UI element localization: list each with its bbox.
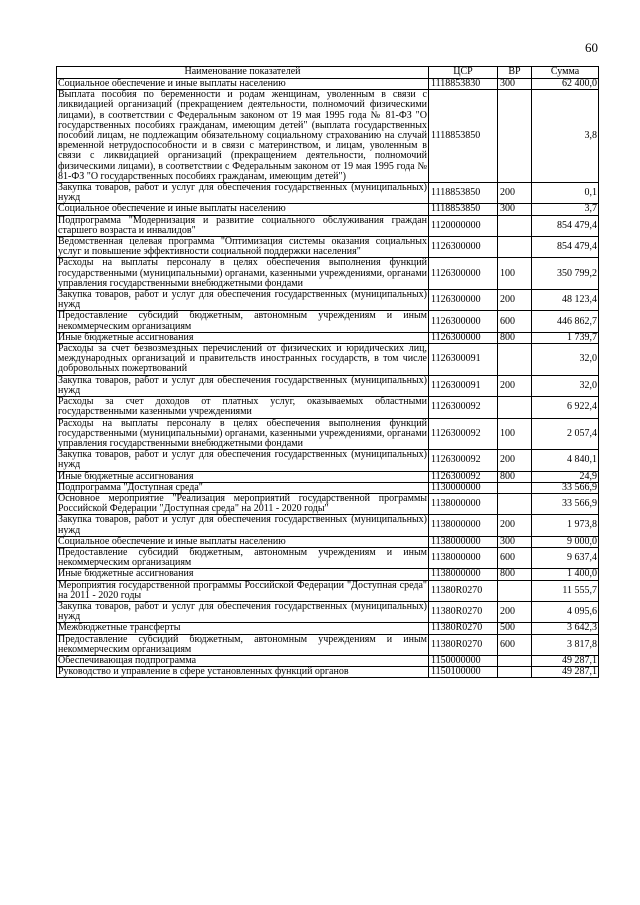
row-name-cell: Обеспечивающая подпрограмма xyxy=(57,655,429,666)
row-sum-cell: 0,1 xyxy=(532,183,599,204)
row-sum-cell: 4 095,6 xyxy=(532,601,599,622)
row-sum-cell: 3,8 xyxy=(532,90,599,183)
row-sum-cell: 11 555,7 xyxy=(532,580,599,601)
table-row xyxy=(57,344,599,376)
row-name-cell: Закупка товаров, работ и услуг для обеспечения государственных (муниципальных) нужд xyxy=(58,449,427,471)
row-csr-cell: 1118853850 xyxy=(429,183,498,204)
row-vr-cell xyxy=(498,344,532,376)
row-vr-cell: 600 xyxy=(498,547,532,568)
row-csr-cell: 1138000000 xyxy=(429,569,498,580)
row-csr-cell: 1126300091 xyxy=(429,375,498,396)
table-row xyxy=(57,79,599,90)
row-csr-cell: 1126300000 xyxy=(429,258,498,290)
row-csr-cell: 1126300000 xyxy=(429,290,498,311)
row-sum-cell: 446 862,7 xyxy=(532,311,599,332)
header-name: Наименование показателей xyxy=(57,67,429,79)
row-name-cell: Социальное обеспечение и иные выплаты населению xyxy=(57,536,429,547)
table-row xyxy=(57,215,599,236)
row-name-cell: Закупка товаров, работ и услуг для обеспечения государственных (муниципальных) нужд xyxy=(58,514,427,536)
row-csr-cell: 1118853850 xyxy=(429,204,498,215)
row-csr-cell: 1126300091 xyxy=(429,344,498,376)
row-csr-cell: 1118853830 xyxy=(429,79,498,90)
row-sum-cell: 24,9 xyxy=(532,471,599,482)
row-name-cell: Социальное обеспечение и иные выплаты населению xyxy=(57,204,429,215)
row-sum-cell: 1 400,0 xyxy=(532,569,599,580)
table-row xyxy=(57,375,599,396)
row-vr-cell: 200 xyxy=(498,290,532,311)
row-vr-cell: 200 xyxy=(498,375,532,396)
row-name-cell: Закупка товаров, работ и услуг для обеспечения государственных (муниципальных) нужд xyxy=(58,374,427,396)
table-row xyxy=(57,601,599,622)
row-sum-cell: 2 057,4 xyxy=(532,418,599,450)
header-sum: Сумма xyxy=(532,67,599,79)
row-csr-cell: 1150100000 xyxy=(429,667,498,678)
row-csr-cell: 1126300092 xyxy=(429,471,498,482)
row-name-cell: Социальное обеспечение и иные выплаты населению xyxy=(57,79,429,90)
row-sum-cell: 3,7 xyxy=(532,204,599,215)
row-name-cell: Основное мероприятие "Реализация мероприятий государственной программы Российской Федерации "Доступная среда" на 2011 - 2020 годы" xyxy=(58,492,427,515)
row-name-cell: Межбюджетные трансферты xyxy=(57,623,429,634)
row-name-cell: Расходы за счет доходов от платных услуг, оказываемых областными государственными казенными учреждениями xyxy=(58,396,427,418)
header-vr: ВР xyxy=(498,67,532,79)
row-sum-cell: 32,0 xyxy=(532,375,599,396)
row-sum-cell: 350 799,2 xyxy=(532,258,599,290)
row-sum-cell: 1 973,8 xyxy=(532,515,599,536)
table-row xyxy=(57,493,599,514)
row-name-cell: Иные бюджетные ассигнования xyxy=(57,471,429,482)
row-csr-cell: 1126300000 xyxy=(429,311,498,332)
table-header-row xyxy=(57,67,599,79)
budget-table xyxy=(56,66,599,678)
table-row xyxy=(57,90,599,183)
row-vr-cell: 200 xyxy=(498,515,532,536)
row-vr-cell: 200 xyxy=(498,601,532,622)
row-name-cell: Закупка товаров, работ и услуг для обеспечения государственных (муниципальных) нужд xyxy=(58,600,427,623)
row-vr-cell: 600 xyxy=(498,311,532,332)
row-vr-cell: 600 xyxy=(498,634,532,655)
row-vr-cell xyxy=(498,580,532,601)
row-csr-cell: 1138000000 xyxy=(429,547,498,568)
row-csr-cell: 11380R0270 xyxy=(429,634,498,655)
row-vr-cell xyxy=(498,237,532,258)
row-csr-cell: 1126300000 xyxy=(429,332,498,343)
table-row xyxy=(57,667,599,678)
row-vr-cell: 300 xyxy=(498,536,532,547)
table-row xyxy=(57,418,599,450)
row-csr-cell: 1138000000 xyxy=(429,493,498,514)
table-row xyxy=(57,311,599,332)
table-row xyxy=(57,655,599,666)
row-vr-cell xyxy=(498,90,532,183)
row-name-cell: Предоставление субсидий бюджетным, автономным учреждениям и иным некоммерческим организациям xyxy=(58,310,427,332)
row-csr-cell: 1130000000 xyxy=(429,482,498,493)
page-number: 60 xyxy=(585,40,598,55)
row-name-cell: Ведомственная целевая программа "Оптимизация системы оказания социальных услуг и повышение эффективности социальной поддержки населения" xyxy=(58,236,427,258)
row-name-cell: Выплата пособия по беременности и родам женщинам, уволенным в связи с ликвидацией организаций (прекращением деятельности, полномочий физическими лицами), в соответствии с Федеральным законом от 19 мая 1995 года № 81-ФЗ "О государственных пособиях гражданам, имеющим детей" (выплата государственных пособий лицам, не подлежащим обязательному социальному страхованию на случай временной нетрудоспособности и в связи с материнством, и лицам, уволенным в связи с ликвидацией организаций (прекращением деятельности, полномочий физическими лицами), в соответствии с Федеральным законом от 19 мая 1995 года № 81-ФЗ "О государственных пособиях гражданам, имеющим детей") xyxy=(58,89,427,182)
row-name-cell: Иные бюджетные ассигнования xyxy=(57,569,429,580)
table-row xyxy=(57,397,599,418)
row-sum-cell: 32,0 xyxy=(532,344,599,376)
table-row xyxy=(57,290,599,311)
row-vr-cell: 300 xyxy=(498,204,532,215)
table-row xyxy=(57,482,599,493)
row-sum-cell: 62 400,0 xyxy=(532,79,599,90)
row-name-cell: Подпрограмма "Доступная среда" xyxy=(57,482,429,493)
row-sum-cell: 48 123,4 xyxy=(532,290,599,311)
table-row xyxy=(57,332,599,343)
row-csr-cell: 1126300092 xyxy=(429,450,498,471)
row-sum-cell: 9 000,0 xyxy=(532,536,599,547)
row-csr-cell: 1126300092 xyxy=(429,418,498,450)
row-vr-cell: 100 xyxy=(498,418,532,450)
row-csr-cell: 1150000000 xyxy=(429,655,498,666)
row-name-cell: Руководство и управление в сфере установленных функций органов xyxy=(57,667,429,678)
table-body xyxy=(57,79,599,678)
row-vr-cell: 800 xyxy=(498,569,532,580)
table-row xyxy=(57,450,599,471)
row-sum-cell: 3 817,8 xyxy=(532,634,599,655)
row-name-cell: Расходы за счет безвозмездных перечислений от физических и юридических лиц, международных организаций и правительств иностранных государств, в том числе добровольных пожертвований xyxy=(58,343,427,375)
row-sum-cell: 6 922,4 xyxy=(532,397,599,418)
row-vr-cell: 800 xyxy=(498,332,532,343)
row-name-cell: Подпрограмма "Модернизация и развитие социального обслуживания граждан старшего возраста и инвалидов" xyxy=(58,214,427,236)
row-sum-cell: 854 479,4 xyxy=(532,237,599,258)
row-sum-cell: 3 642,3 xyxy=(532,623,599,634)
row-vr-cell: 200 xyxy=(498,450,532,471)
table-row xyxy=(57,237,599,258)
row-vr-cell: 500 xyxy=(498,623,532,634)
table-row xyxy=(57,515,599,536)
table-row xyxy=(57,547,599,568)
row-csr-cell: 1118853850 xyxy=(429,90,498,183)
row-name-cell: Расходы на выплаты персоналу в целях обеспечения выполнения функций государственными (муниципальными) органами, казенными учреждениями, органами управления государственными внебюджетными фондами xyxy=(58,257,427,289)
row-csr-cell: 11380R0270 xyxy=(429,580,498,601)
table-row xyxy=(57,471,599,482)
row-csr-cell: 1126300000 xyxy=(429,237,498,258)
table-row xyxy=(57,258,599,290)
row-sum-cell: 9 637,4 xyxy=(532,547,599,568)
table-row xyxy=(57,569,599,580)
row-vr-cell: 100 xyxy=(498,258,532,290)
row-name-cell: Расходы на выплаты персоналу в целях обеспечения выполнения функций государственными (муниципальными) органами, казенными учреждениями, органами управления государственными внебюджетными фондами xyxy=(58,417,427,449)
table-row xyxy=(57,623,599,634)
row-name-cell: Предоставление субсидий бюджетным, автономным учреждениям и иным некоммерческим организациям xyxy=(58,546,427,569)
row-sum-cell: 33 566,9 xyxy=(532,482,599,493)
row-vr-cell xyxy=(498,493,532,514)
row-name-cell: Предоставление субсидий бюджетным, автономным учреждениям и иным некоммерческим организациям xyxy=(58,633,427,655)
row-sum-cell: 33 566,9 xyxy=(532,493,599,514)
row-csr-cell: 1138000000 xyxy=(429,515,498,536)
row-csr-cell: 1138000000 xyxy=(429,536,498,547)
table-row xyxy=(57,536,599,547)
row-csr-cell: 1120000000 xyxy=(429,215,498,236)
row-sum-cell: 49 287,1 xyxy=(532,655,599,666)
table-row xyxy=(57,634,599,655)
table-row xyxy=(57,580,599,601)
row-vr-cell xyxy=(498,667,532,678)
row-vr-cell xyxy=(498,655,532,666)
row-sum-cell: 1 739,7 xyxy=(532,332,599,343)
row-name-cell: Мероприятия государственной программы Российской Федерации "Доступная среда" на 2011 - 2020 годы xyxy=(58,579,427,601)
row-vr-cell xyxy=(498,482,532,493)
row-sum-cell: 49 287,1 xyxy=(532,667,599,678)
row-name-cell: Иные бюджетные ассигнования xyxy=(57,332,429,343)
row-csr-cell: 11380R0270 xyxy=(429,601,498,622)
header-csr: ЦСР xyxy=(429,67,498,79)
table-row xyxy=(57,183,599,204)
row-vr-cell xyxy=(498,397,532,418)
row-csr-cell: 11380R0270 xyxy=(429,623,498,634)
row-vr-cell xyxy=(498,215,532,236)
row-sum-cell: 854 479,4 xyxy=(532,215,599,236)
table-row xyxy=(57,204,599,215)
row-name-cell: Закупка товаров, работ и услуг для обеспечения государственных (муниципальных) нужд xyxy=(58,182,427,204)
row-name-cell: Закупка товаров, работ и услуг для обеспечения государственных (муниципальных) нужд xyxy=(58,289,427,311)
row-vr-cell: 200 xyxy=(498,183,532,204)
row-vr-cell: 300 xyxy=(498,79,532,90)
row-csr-cell: 1126300092 xyxy=(429,397,498,418)
row-sum-cell: 4 840,1 xyxy=(532,450,599,471)
row-vr-cell: 800 xyxy=(498,471,532,482)
